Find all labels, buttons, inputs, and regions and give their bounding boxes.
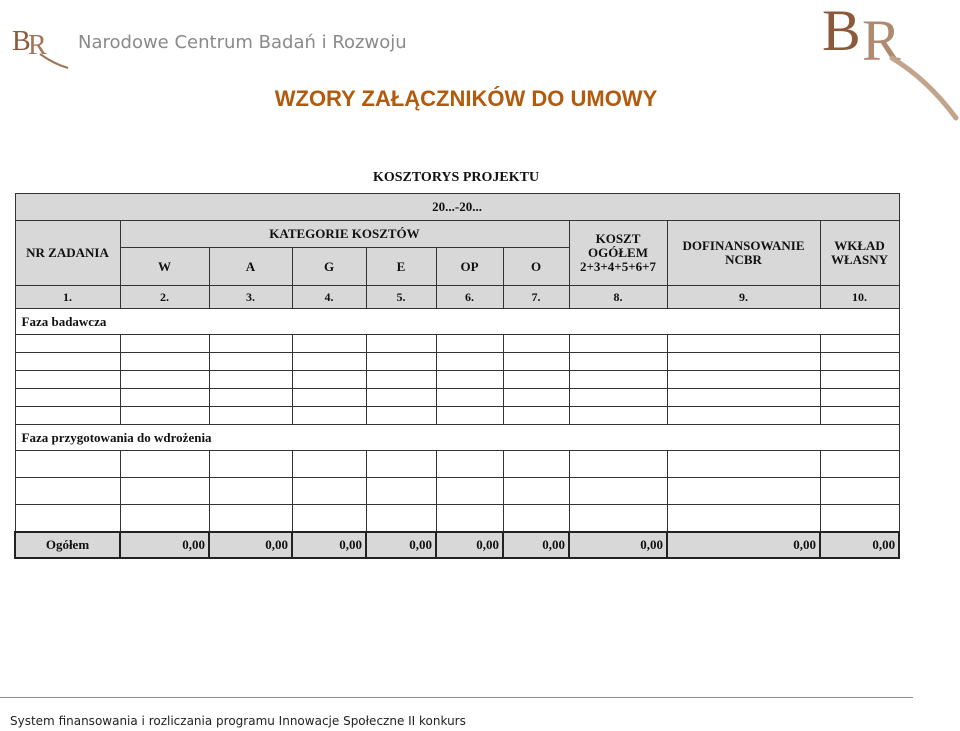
cell[interactable]: [292, 407, 366, 425]
cell[interactable]: [820, 353, 899, 371]
total-value: 0,00: [292, 532, 366, 558]
category-op: OP: [436, 248, 503, 286]
col-number: 1.: [15, 286, 120, 309]
cell[interactable]: [209, 353, 292, 371]
cell[interactable]: [820, 389, 899, 407]
total-row: [15, 532, 899, 558]
phase-research-label: Faza badawcza: [15, 309, 899, 335]
cell[interactable]: [292, 451, 366, 478]
cell[interactable]: [292, 389, 366, 407]
cell[interactable]: [366, 505, 436, 533]
organization-name: Narodowe Centrum Badań i Rozwoju: [78, 32, 407, 53]
total-value: 0,00: [120, 532, 209, 558]
years-row: [15, 194, 899, 221]
table-row: [15, 407, 899, 425]
header-funding: DOFINANSOWANIE NCBR: [667, 221, 820, 286]
cell[interactable]: [667, 505, 820, 533]
cell[interactable]: [15, 371, 120, 389]
cell[interactable]: [503, 389, 569, 407]
header-own: WKŁAD WŁASNY: [820, 221, 899, 286]
col-number: 9.: [667, 286, 820, 309]
cell[interactable]: [209, 335, 292, 353]
cell[interactable]: [15, 335, 120, 353]
cell[interactable]: [503, 451, 569, 478]
cell[interactable]: [209, 451, 292, 478]
svg-text:B: B: [822, 0, 861, 63]
cell[interactable]: [820, 335, 899, 353]
cell[interactable]: [503, 335, 569, 353]
table-row: [15, 371, 899, 389]
cell[interactable]: [436, 389, 503, 407]
cell[interactable]: [120, 335, 209, 353]
table-row: [15, 389, 899, 407]
table-row: [15, 353, 899, 371]
cell[interactable]: [503, 505, 569, 533]
cell[interactable]: [820, 407, 899, 425]
header-row-1: [15, 221, 899, 248]
cell[interactable]: [436, 335, 503, 353]
total-value: 0,00: [366, 532, 436, 558]
cell[interactable]: [292, 505, 366, 533]
header-total-cost: [569, 221, 667, 286]
table-row: [15, 335, 899, 353]
cell[interactable]: [120, 451, 209, 478]
br-logo-small-icon: [10, 24, 72, 70]
cell[interactable]: [436, 371, 503, 389]
cell[interactable]: [820, 505, 899, 533]
col-number: 10.: [820, 286, 899, 309]
col-number: 8.: [569, 286, 667, 309]
svg-text:R: R: [862, 8, 901, 73]
cell[interactable]: [209, 371, 292, 389]
cell[interactable]: [569, 505, 667, 533]
cell[interactable]: [366, 371, 436, 389]
cell[interactable]: [436, 353, 503, 371]
cell[interactable]: [120, 407, 209, 425]
phase-preparation-row: [15, 425, 899, 451]
cell[interactable]: [209, 505, 292, 533]
cell[interactable]: [820, 371, 899, 389]
cell[interactable]: [667, 335, 820, 353]
cell[interactable]: [667, 353, 820, 371]
total-value: 0,00: [503, 532, 569, 558]
cell[interactable]: [366, 389, 436, 407]
cell[interactable]: [120, 505, 209, 533]
cell[interactable]: [820, 478, 899, 505]
total-value: 0,00: [667, 532, 820, 558]
svg-text:B: B: [12, 26, 31, 57]
cell[interactable]: [667, 389, 820, 407]
cell[interactable]: [15, 353, 120, 371]
cell[interactable]: [15, 505, 120, 533]
table-row: [15, 478, 899, 505]
header-total-cost-label: KOSZT OGÓŁEM: [588, 231, 648, 260]
cell[interactable]: [820, 451, 899, 478]
cell[interactable]: [292, 371, 366, 389]
cell[interactable]: [436, 478, 503, 505]
cell[interactable]: [569, 389, 667, 407]
total-value: 0,00: [820, 532, 899, 558]
cell[interactable]: [503, 407, 569, 425]
col-number: 7.: [503, 286, 569, 309]
table-row: [15, 451, 899, 478]
col-number: 5.: [366, 286, 436, 309]
cell[interactable]: [503, 353, 569, 371]
category-w: W: [120, 248, 209, 286]
phase-preparation-label: Faza przygotowania do wdrożenia: [15, 425, 899, 451]
cell[interactable]: [120, 478, 209, 505]
cell[interactable]: [667, 407, 820, 425]
header-nr: NR ZADANIA: [15, 221, 120, 286]
cell[interactable]: [209, 478, 292, 505]
column-numbers-row: [15, 286, 899, 309]
cell[interactable]: [436, 407, 503, 425]
cell[interactable]: [569, 353, 667, 371]
category-e: E: [366, 248, 436, 286]
cell[interactable]: [209, 407, 292, 425]
cell[interactable]: [292, 335, 366, 353]
cell[interactable]: [120, 353, 209, 371]
total-label: Ogółem: [15, 532, 120, 558]
cell[interactable]: [15, 451, 120, 478]
category-o: O: [503, 248, 569, 286]
cell[interactable]: [569, 407, 667, 425]
cell[interactable]: [292, 353, 366, 371]
total-value: 0,00: [569, 532, 667, 558]
cell[interactable]: [292, 478, 366, 505]
header-total-cost-formula: 2+3+4+5+6+7: [579, 259, 657, 274]
category-a: A: [209, 248, 292, 286]
total-value: 0,00: [436, 532, 503, 558]
col-number: 4.: [292, 286, 366, 309]
total-value: 0,00: [209, 532, 292, 558]
cell[interactable]: [569, 478, 667, 505]
cell[interactable]: [366, 478, 436, 505]
svg-text:R: R: [28, 30, 47, 61]
cell[interactable]: [569, 451, 667, 478]
budget-table: [14, 193, 900, 559]
cell[interactable]: [667, 451, 820, 478]
category-g: G: [292, 248, 366, 286]
cell[interactable]: [120, 389, 209, 407]
col-number: 2.: [120, 286, 209, 309]
cell[interactable]: [503, 478, 569, 505]
years-cell: 20...-20...: [15, 194, 899, 221]
form-title: KOSZTORYS PROJEKTU: [372, 170, 540, 185]
cell[interactable]: [366, 353, 436, 371]
col-number: 3.: [209, 286, 292, 309]
cell[interactable]: [366, 451, 436, 478]
cell[interactable]: [120, 371, 209, 389]
cell[interactable]: [569, 371, 667, 389]
cell[interactable]: [569, 335, 667, 353]
cell[interactable]: [436, 451, 503, 478]
cell[interactable]: [436, 505, 503, 533]
page-title: WZORY ZAŁĄCZNIKÓW DO UMOWY: [274, 86, 658, 111]
col-number: 6.: [436, 286, 503, 309]
cell[interactable]: [667, 371, 820, 389]
table-row: [15, 505, 899, 533]
cell[interactable]: [366, 407, 436, 425]
cell[interactable]: [209, 389, 292, 407]
cell[interactable]: [667, 478, 820, 505]
footer-divider: [0, 697, 913, 698]
cell[interactable]: [15, 389, 120, 407]
footer-text: System finansowania i rozliczania programu Innowacje Społeczne II konkurs: [10, 714, 466, 728]
header-categories: KATEGORIE KOSZTÓW: [120, 221, 569, 248]
cell[interactable]: [366, 335, 436, 353]
cell[interactable]: [15, 478, 120, 505]
cell[interactable]: [15, 407, 120, 425]
phase-research-row: [15, 309, 899, 335]
cell[interactable]: [503, 371, 569, 389]
